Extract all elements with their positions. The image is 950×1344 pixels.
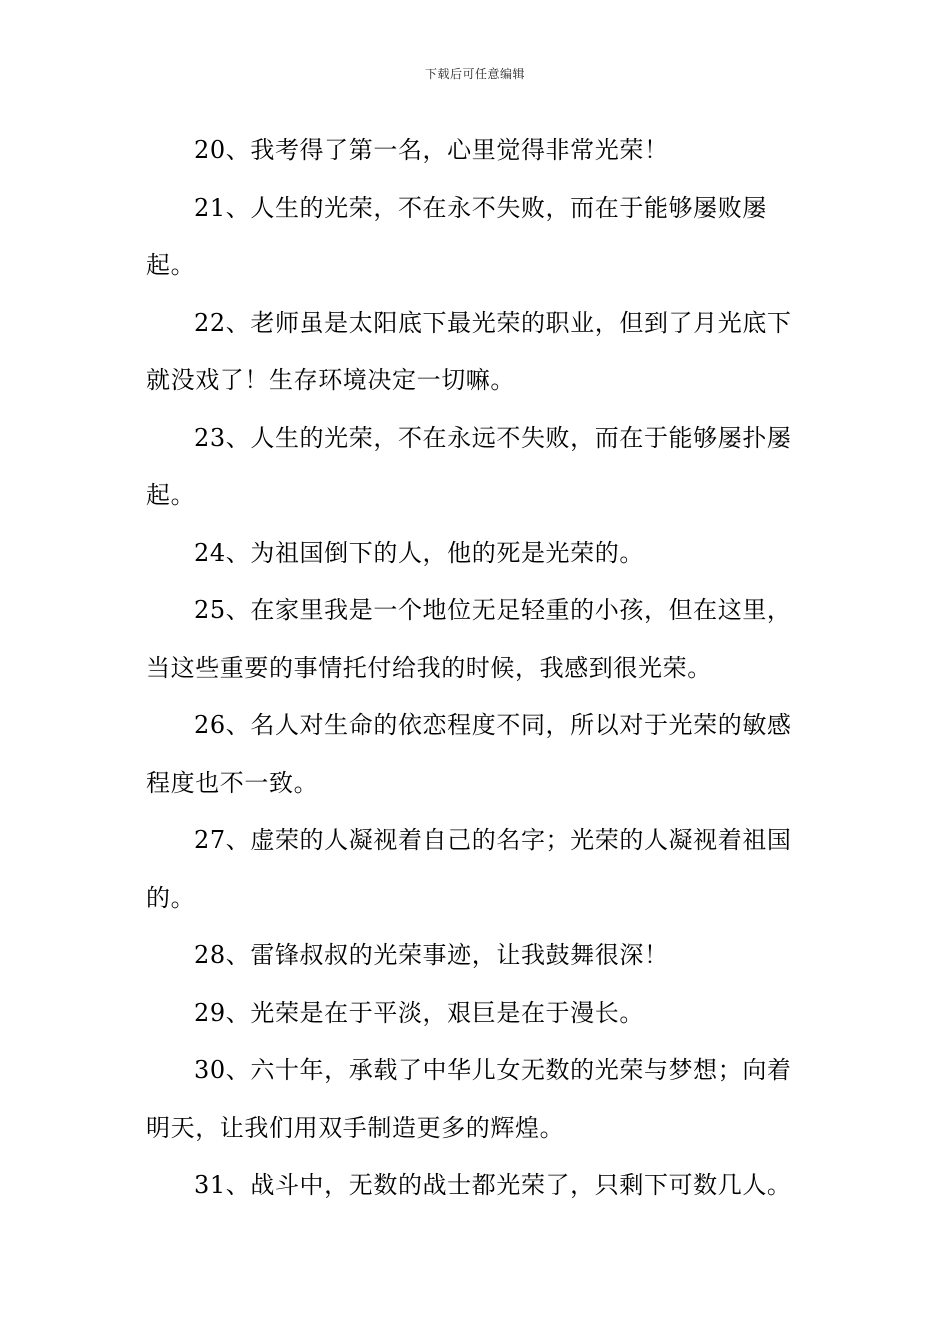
paragraph-22: 22、老师虽是太阳底下最光荣的职业，但到了月光底下就没戏了！生存环境决定一切嘛。 <box>146 308 792 394</box>
page-header: 下载后可任意编辑 <box>424 67 525 81</box>
paragraph-31: 31、战斗中，无数的战士都光荣了，只剩下可数几人。 <box>194 1171 792 1199</box>
paragraph-25: 25、在家里我是一个地位无足轻重的小孩，但在这里，当这些重要的事情托付给我的时候，我感到很光荣。 <box>146 596 792 682</box>
paragraph-21: 21、人生的光荣，不在永不失败，而在于能够屡败屡起。 <box>146 193 767 279</box>
paragraph-23: 23、人生的光荣，不在永远不失败，而在于能够屡扑屡起。 <box>146 423 792 509</box>
paragraph-20: 20、我考得了第一名，心里觉得非常光荣！ <box>194 136 669 164</box>
document-body <box>146 122 810 1215</box>
paragraph-26: 26、名人对生命的依恋程度不同，所以对于光荣的敏感程度也不一致。 <box>146 711 792 797</box>
paragraph-29: 29、光荣是在于平淡，艰巨是在于漫长。 <box>194 998 644 1027</box>
paragraph-28: 28、雷锋叔叔的光荣事迹，让我鼓舞很深！ <box>194 941 669 969</box>
paragraph-24: 24、为祖国倒下的人，他的死是光荣的。 <box>194 538 644 567</box>
paragraph-30: 30、六十年，承载了中华儿女无数的光荣与梦想；向着明天，让我们用双手制造更多的辉煌。 <box>146 1056 792 1142</box>
paragraph-27: 27、虚荣的人凝视着自己的名字；光荣的人凝视着祖国的。 <box>146 826 792 912</box>
